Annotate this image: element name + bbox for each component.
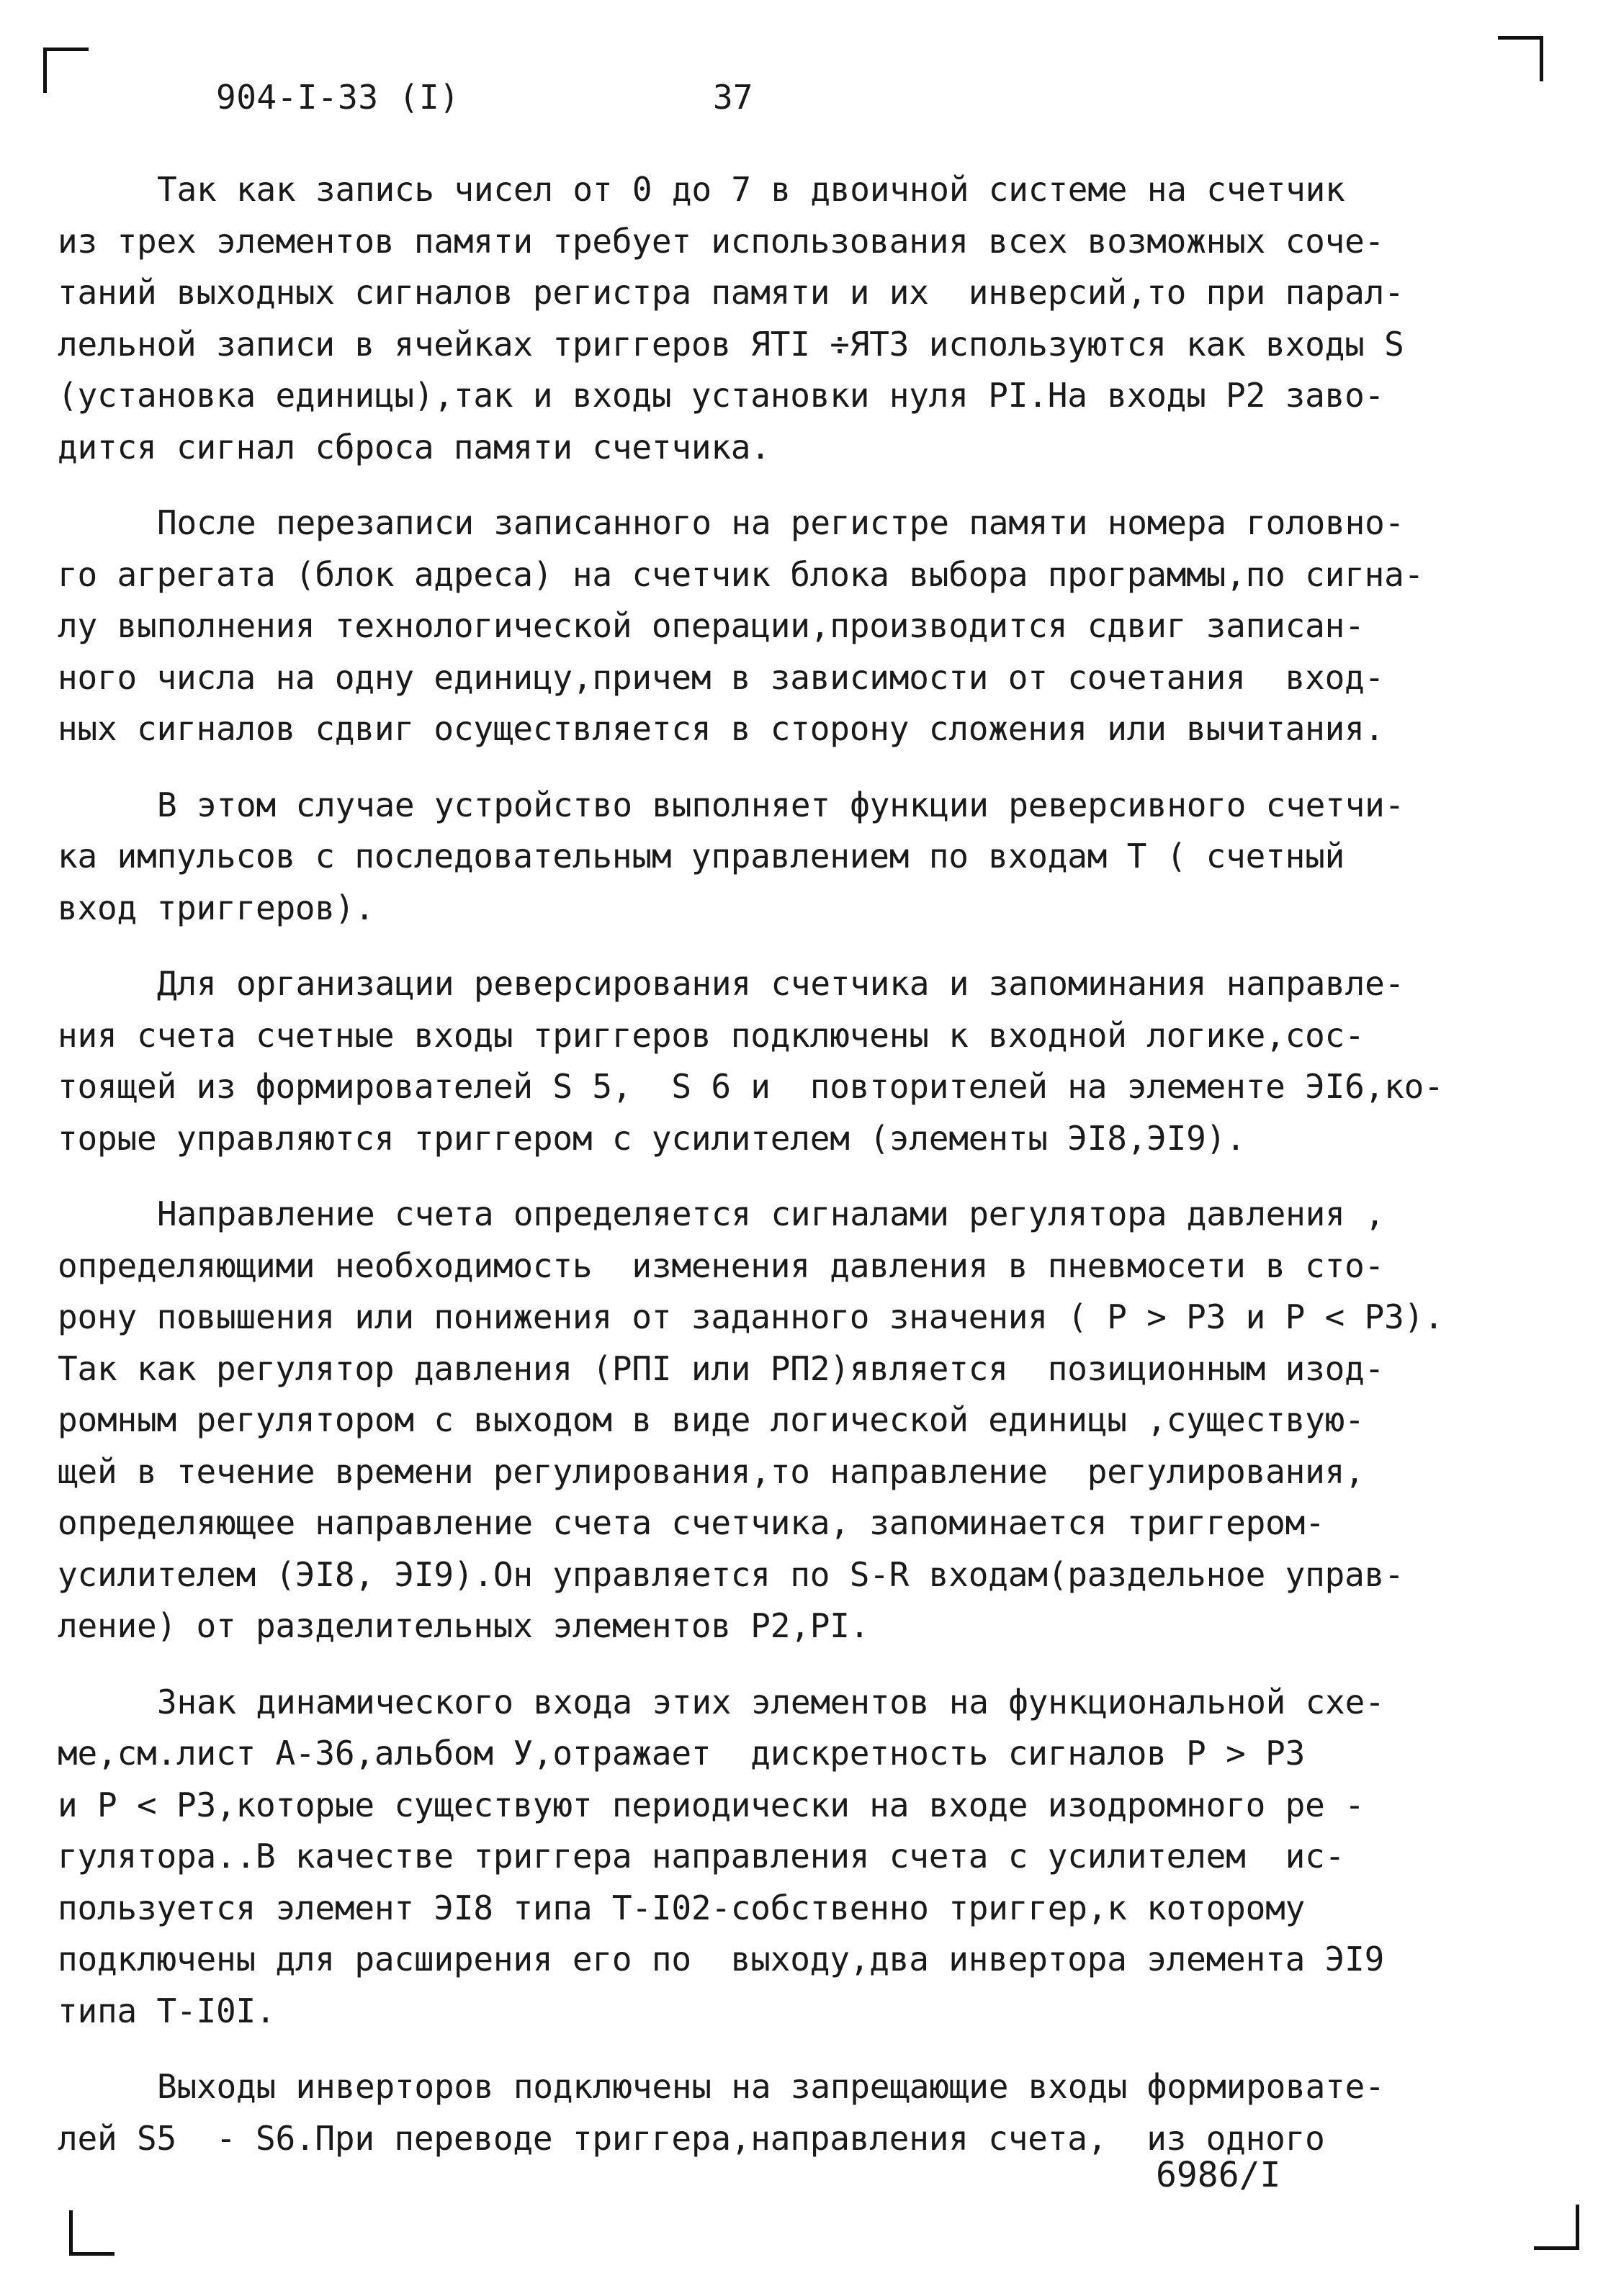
text-line: торые управляются триггером с усилителем (элементы ЭI8,ЭI9).: [58, 1118, 1246, 1158]
text-line: ных сигналов сдвиг осуществляется в сторону сложения или вычитания.: [58, 709, 1385, 748]
text-line: ме,см.лист А-36,альбом У,отражает дискретность сигналов P > P3: [58, 1734, 1306, 1773]
text-line: Знак динамического входа этих элементов на функциональной схе-: [157, 1682, 1385, 1721]
text-line: подключены для расширения его по выходу,два инвертора элемента ЭI9: [58, 1940, 1385, 1978]
text-line: дится сигнал сброса памяти счетчика.: [58, 427, 771, 467]
text-line: ромным регулятором с выходом в виде логической единицы ,существую-: [58, 1400, 1365, 1439]
text-line: определяющими необходимость изменения давления в пневмосети в сто-: [58, 1246, 1385, 1285]
body-text: [58, 164, 1570, 2189]
text-line: ния счета счетные входы триггеров подключены к входной логике,сос-: [58, 1015, 1365, 1055]
text-line: определяющее направление счета счетчика, запоминается триггером-: [58, 1503, 1325, 1542]
page-number: 37: [713, 78, 753, 117]
text-line: и P < P3,которые существуют периодически на входе изодромного ре -: [58, 1785, 1365, 1824]
text-line: из трех элементов памяти требует использования всех возможных соче-: [58, 221, 1385, 261]
crop-mark-bottom-right: [1534, 2205, 1579, 2250]
footer-code: 6986/I: [1156, 2155, 1281, 2195]
text-line: Так как регулятор давления (PПI или PП2)является позиционным изод-: [58, 1349, 1385, 1388]
text-line: (установка единицы),так и входы установки нуля PI.На входы P2 заво-: [58, 376, 1385, 415]
text-line: ление) от разделительных элементов P2,PI.: [58, 1606, 870, 1645]
paragraph: [58, 780, 1570, 935]
text-line: го агрегата (блок адреса) на счетчик блока выбора программы,по сигна-: [58, 554, 1424, 594]
text-line: пользуется элемент ЭI8 типа T-I02-собственно триггер,к которому: [58, 1888, 1306, 1927]
text-line: усилителем (ЭI8, ЭI9).Он управляется по S-R входам(раздельное управ-: [58, 1554, 1404, 1594]
paragraph: [58, 1677, 1570, 2038]
text-line: лей S5 - S6.При переводе триггера,направления счета, из одного: [58, 2118, 1325, 2158]
text-line: Для организации реверсирования счетчика и запоминания направле-: [157, 964, 1405, 1003]
text-line: щей в течение времени регулирования,то направление регулирования,: [58, 1451, 1365, 1491]
text-line: лу выполнения технологической операции,производится сдвиг записан-: [58, 606, 1365, 645]
text-line: типа T-I0I.: [58, 1991, 276, 2030]
document-code: 904-I-33 (I): [216, 78, 460, 117]
text-line: рону повышения или понижения от заданного значения ( P > P3 и P < P3).: [58, 1297, 1444, 1336]
paragraph: [58, 1189, 1570, 1652]
text-line: В этом случае устройство выполняет функции реверсивного счетчи-: [157, 785, 1405, 824]
text-line: После перезаписи записанного на регистре памяти номера головно-: [157, 503, 1405, 542]
text-line: ного числа на одну единицу,причем в зависимости от сочетания вход-: [58, 657, 1385, 697]
paragraph: [58, 164, 1570, 473]
paragraph: [58, 2061, 1570, 2164]
text-line: Выходы инверторов подключены на запрещающие входы формировате-: [157, 2067, 1385, 2106]
text-line: Направление счета определяется сигналами регулятора давления ,: [157, 1194, 1385, 1233]
paragraph: [58, 498, 1570, 755]
crop-mark-top-left: [43, 48, 89, 93]
text-line: лельной записи в ячейках триггеров ЯТI ÷ЯТЗ используются как входы S: [58, 324, 1404, 364]
text-line: тоящей из формирователей S 5, S 6 и повторителей на элементе ЭI6,ко-: [58, 1067, 1444, 1106]
paragraph: [58, 958, 1570, 1164]
crop-mark-top-right: [1498, 36, 1543, 81]
text-line: таний выходных сигналов регистра памяти и их инверсий,то при парал-: [58, 273, 1404, 312]
text-line: ка импульсов с последовательным управлением по входам T ( счетный: [58, 837, 1345, 875]
text-line: вход триггеров).: [58, 888, 374, 927]
text-line: гулятора..В качестве триггера направления счета с усилителем ис-: [58, 1837, 1345, 1876]
text-line: Так как запись чисел от 0 до 7 в двоичной системе на счетчик: [157, 170, 1345, 209]
crop-mark-bottom-left: [69, 2210, 115, 2256]
